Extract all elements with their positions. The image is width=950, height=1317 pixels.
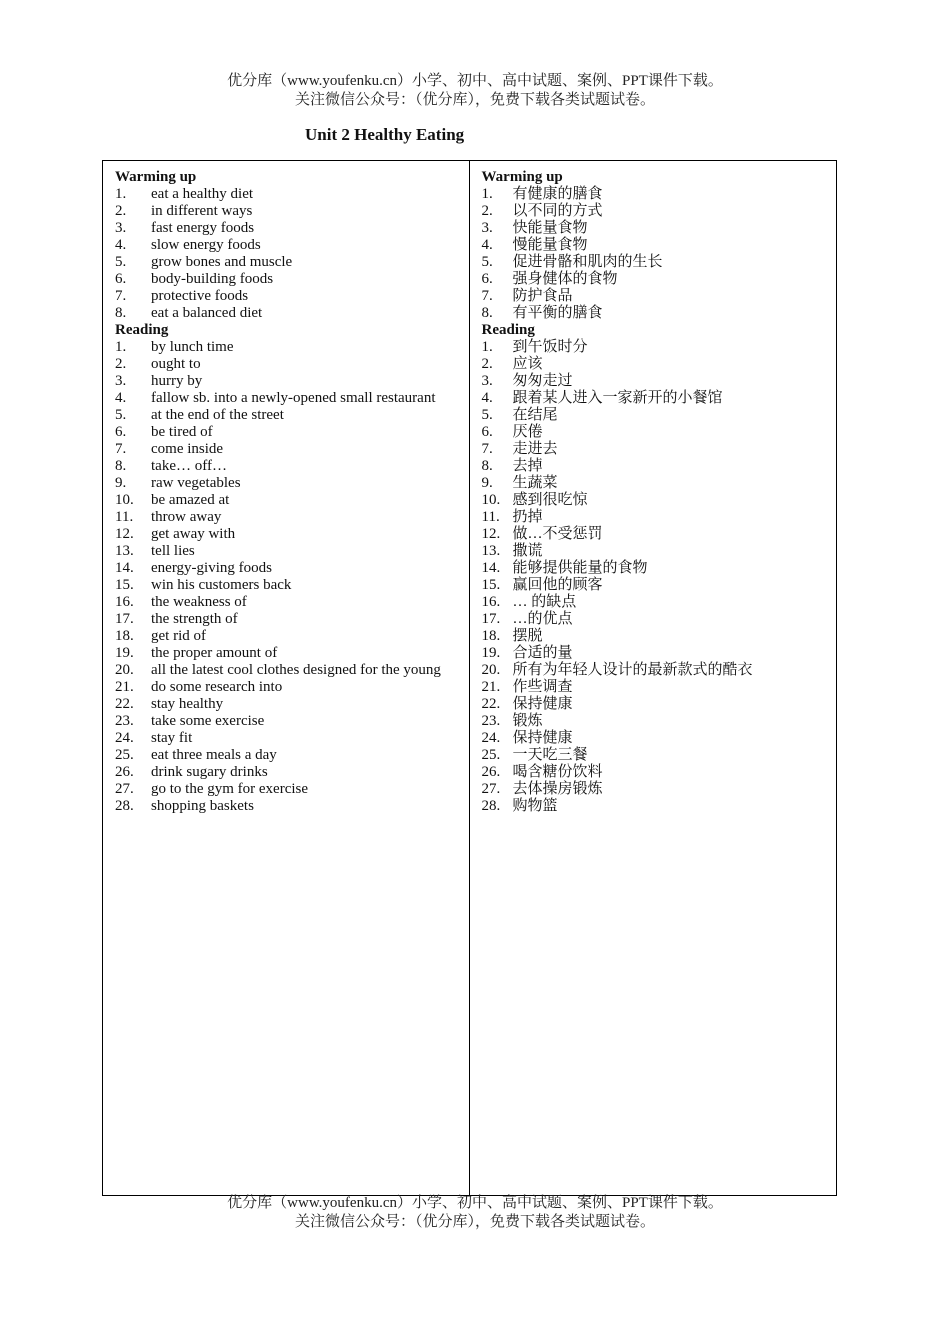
english-reading-list bbox=[115, 339, 457, 815]
item-text: 一天吃三餐 bbox=[512, 747, 588, 763]
section-heading: Warming up bbox=[115, 169, 197, 185]
item-number: 25. bbox=[481, 747, 501, 763]
item-text: 作些调查 bbox=[512, 679, 573, 695]
item-number: 20. bbox=[115, 662, 134, 678]
item-text: 合适的量 bbox=[512, 645, 573, 661]
item-number: 8. bbox=[481, 458, 493, 474]
item-number: 23. bbox=[481, 713, 501, 729]
item-number: 8. bbox=[481, 305, 493, 321]
list-item bbox=[115, 254, 457, 271]
list-item bbox=[482, 713, 825, 730]
list-item bbox=[115, 679, 457, 696]
header-line-1: 优分库（www.youfenku.cn）小学、初中、高中试题、案例、PPT课件下载。 bbox=[227, 73, 723, 89]
list-item bbox=[115, 373, 457, 390]
item-number: 4. bbox=[481, 390, 493, 406]
english-column bbox=[103, 161, 470, 1195]
item-text: take some exercise bbox=[151, 713, 265, 729]
item-text: eat a healthy diet bbox=[151, 186, 254, 202]
list-item bbox=[115, 798, 457, 815]
list-item bbox=[115, 526, 457, 543]
item-text: 锻炼 bbox=[512, 713, 543, 729]
item-text: 促进骨骼和肌肉的生长 bbox=[512, 254, 663, 270]
list-item bbox=[482, 407, 825, 424]
item-number: 12. bbox=[481, 526, 501, 542]
list-item bbox=[482, 577, 825, 594]
list-item bbox=[482, 730, 825, 747]
list-item bbox=[482, 492, 825, 509]
list-item bbox=[482, 356, 825, 373]
list-item bbox=[115, 390, 457, 407]
list-item bbox=[115, 509, 457, 526]
list-item bbox=[115, 764, 457, 781]
list-item bbox=[482, 645, 825, 662]
list-item bbox=[482, 781, 825, 798]
item-text: ought to bbox=[151, 356, 201, 372]
item-text: 扔掉 bbox=[512, 509, 543, 525]
item-text: throw away bbox=[151, 509, 222, 525]
chinese-warming-list bbox=[482, 186, 825, 322]
list-item bbox=[115, 781, 457, 798]
item-number: 2. bbox=[115, 203, 127, 219]
item-number: 25. bbox=[115, 747, 134, 763]
list-item bbox=[482, 220, 825, 237]
item-number: 18. bbox=[115, 628, 134, 644]
item-text: 有平衡的膳食 bbox=[512, 305, 603, 321]
list-item bbox=[482, 594, 825, 611]
chinese-reading-list bbox=[482, 339, 825, 815]
list-item bbox=[115, 662, 457, 679]
item-text: 匆匆走过 bbox=[512, 373, 573, 389]
item-number: 3. bbox=[115, 220, 127, 236]
section-heading: Warming up bbox=[481, 169, 563, 185]
list-item bbox=[115, 305, 457, 322]
item-text: fallow sb. into a newly-opened small restaurant bbox=[151, 390, 436, 406]
item-text: body-building foods bbox=[151, 271, 274, 287]
item-number: 7. bbox=[115, 441, 127, 457]
list-item bbox=[115, 441, 457, 458]
page-header bbox=[0, 72, 950, 110]
list-item bbox=[115, 356, 457, 373]
item-number: 21. bbox=[115, 679, 134, 695]
item-text: slow energy foods bbox=[151, 237, 261, 253]
item-number: 6. bbox=[115, 424, 127, 440]
item-text: …的优点 bbox=[512, 611, 573, 627]
list-item bbox=[482, 186, 825, 203]
item-number: 5. bbox=[115, 407, 127, 423]
item-number: 10. bbox=[481, 492, 501, 508]
item-text: 快能量食物 bbox=[512, 220, 588, 236]
list-item bbox=[115, 577, 457, 594]
item-text: tell lies bbox=[151, 543, 195, 559]
list-item bbox=[115, 288, 457, 305]
list-item bbox=[115, 220, 457, 237]
chinese-column bbox=[470, 161, 837, 1195]
item-number: 3. bbox=[481, 373, 493, 389]
item-number: 2. bbox=[115, 356, 127, 372]
item-text: 有健康的膳食 bbox=[512, 186, 603, 202]
item-text: 走进去 bbox=[512, 441, 558, 457]
list-item bbox=[115, 713, 457, 730]
item-number: 27. bbox=[115, 781, 134, 797]
item-text: 厌倦 bbox=[512, 424, 543, 440]
list-item bbox=[482, 543, 825, 560]
item-text: get away with bbox=[151, 526, 236, 542]
list-item bbox=[482, 254, 825, 271]
item-number: 9. bbox=[481, 475, 493, 491]
item-number: 15. bbox=[481, 577, 501, 593]
list-item bbox=[115, 696, 457, 713]
item-text: shopping baskets bbox=[151, 798, 254, 814]
item-text: the proper amount of bbox=[151, 645, 278, 661]
list-item bbox=[115, 628, 457, 645]
item-text: take… off… bbox=[151, 458, 227, 474]
section-heading: Reading bbox=[481, 322, 535, 338]
item-number: 10. bbox=[115, 492, 134, 508]
list-item bbox=[482, 679, 825, 696]
list-item bbox=[115, 492, 457, 509]
list-item bbox=[482, 475, 825, 492]
item-number: 1. bbox=[115, 186, 127, 202]
list-item bbox=[482, 798, 825, 815]
item-text: hurry by bbox=[151, 373, 203, 389]
item-text: 到午饭时分 bbox=[512, 339, 588, 355]
item-text: 跟着某人进入一家新开的小餐馆 bbox=[512, 390, 723, 406]
item-number: 27. bbox=[481, 781, 501, 797]
item-number: 3. bbox=[115, 373, 127, 389]
page-title: Unit 2 Healthy Eating bbox=[305, 125, 465, 144]
item-number: 2. bbox=[481, 203, 493, 219]
item-number: 16. bbox=[115, 594, 134, 610]
list-item bbox=[115, 560, 457, 577]
item-number: 18. bbox=[481, 628, 501, 644]
item-number: 2. bbox=[481, 356, 493, 372]
item-number: 1. bbox=[481, 339, 493, 355]
item-text: protective foods bbox=[151, 288, 249, 304]
item-number: 21. bbox=[481, 679, 501, 695]
item-text: 喝含糖份饮料 bbox=[512, 764, 603, 780]
list-item bbox=[115, 339, 457, 356]
item-text: 赢回他的顾客 bbox=[512, 577, 603, 593]
list-item bbox=[482, 288, 825, 305]
item-text: 慢能量食物 bbox=[512, 237, 588, 253]
list-item bbox=[482, 305, 825, 322]
item-text: 防护食品 bbox=[512, 288, 573, 304]
item-text: 能够提供能量的食物 bbox=[512, 560, 648, 576]
item-number: 24. bbox=[481, 730, 501, 746]
list-item bbox=[482, 560, 825, 577]
list-item bbox=[482, 458, 825, 475]
item-text: 撒谎 bbox=[512, 543, 543, 559]
item-number: 16. bbox=[481, 594, 501, 610]
item-text: … 的缺点 bbox=[512, 594, 577, 610]
item-text: win his customers back bbox=[151, 577, 292, 593]
item-text: be amazed at bbox=[151, 492, 230, 508]
item-number: 24. bbox=[115, 730, 134, 746]
item-number: 13. bbox=[115, 543, 134, 559]
item-text: 以不同的方式 bbox=[512, 203, 603, 219]
list-item bbox=[115, 543, 457, 560]
list-item bbox=[115, 730, 457, 747]
list-item bbox=[482, 237, 825, 254]
list-item bbox=[115, 458, 457, 475]
list-item bbox=[115, 407, 457, 424]
item-number: 19. bbox=[115, 645, 134, 661]
list-item bbox=[482, 764, 825, 781]
item-number: 23. bbox=[115, 713, 134, 729]
item-number: 1. bbox=[115, 339, 127, 355]
list-item bbox=[115, 271, 457, 288]
item-text: 应该 bbox=[512, 356, 543, 372]
footer-line-1: 优分库（www.youfenku.cn）小学、初中、高中试题、案例、PPT课件下载。 bbox=[227, 1195, 723, 1211]
page-footer bbox=[0, 1194, 950, 1232]
list-item bbox=[482, 696, 825, 713]
item-text: 在结尾 bbox=[512, 407, 558, 423]
list-item bbox=[482, 628, 825, 645]
item-number: 7. bbox=[115, 288, 127, 304]
item-text: the weakness of bbox=[151, 594, 247, 610]
item-text: energy-giving foods bbox=[151, 560, 272, 576]
item-number: 28. bbox=[481, 798, 501, 814]
item-number: 3. bbox=[481, 220, 493, 236]
header-line-2: 关注微信公众号：（优分库），免费下载各类试题试卷。 bbox=[294, 92, 655, 108]
item-number: 4. bbox=[481, 237, 493, 253]
list-item bbox=[115, 611, 457, 628]
item-number: 11. bbox=[481, 509, 500, 525]
item-number: 13. bbox=[481, 543, 501, 559]
list-item bbox=[482, 373, 825, 390]
item-text: eat three meals a day bbox=[151, 747, 277, 763]
list-item bbox=[482, 390, 825, 407]
list-item bbox=[482, 526, 825, 543]
item-text: come inside bbox=[151, 441, 224, 457]
item-number: 17. bbox=[115, 611, 134, 627]
item-number: 20. bbox=[481, 662, 501, 678]
item-number: 6. bbox=[115, 271, 127, 287]
item-number: 1. bbox=[481, 186, 493, 202]
item-text: 摆脱 bbox=[512, 628, 543, 644]
item-number: 14. bbox=[481, 560, 501, 576]
list-item bbox=[115, 203, 457, 220]
item-text: 保持健康 bbox=[512, 730, 573, 746]
list-item bbox=[482, 747, 825, 764]
item-text: be tired of bbox=[151, 424, 213, 440]
item-text: drink sugary drinks bbox=[151, 764, 268, 780]
item-number: 6. bbox=[481, 271, 493, 287]
list-item bbox=[482, 271, 825, 288]
list-item bbox=[115, 594, 457, 611]
item-number: 5. bbox=[481, 407, 493, 423]
item-number: 22. bbox=[115, 696, 134, 712]
list-item bbox=[115, 645, 457, 662]
item-number: 4. bbox=[115, 237, 127, 253]
item-text: the strength of bbox=[151, 611, 238, 627]
list-item bbox=[482, 339, 825, 356]
item-text: 去体操房锻炼 bbox=[512, 781, 603, 797]
footer-line-2: 关注微信公众号：（优分库），免费下载各类试题试卷。 bbox=[294, 1214, 655, 1230]
english-warming-list bbox=[115, 186, 457, 322]
item-text: fast energy foods bbox=[151, 220, 255, 236]
item-number: 4. bbox=[115, 390, 127, 406]
list-item bbox=[115, 424, 457, 441]
item-text: 生蔬菜 bbox=[512, 475, 558, 491]
list-item bbox=[482, 424, 825, 441]
item-number: 6. bbox=[481, 424, 493, 440]
item-number: 5. bbox=[481, 254, 493, 270]
item-text: all the latest cool clothes designed for the young bbox=[151, 662, 441, 678]
item-number: 7. bbox=[481, 441, 493, 457]
item-text: 做…不受惩罚 bbox=[512, 526, 603, 542]
item-text: go to the gym for exercise bbox=[151, 781, 309, 797]
item-text: raw vegetables bbox=[151, 475, 241, 491]
item-number: 9. bbox=[115, 475, 127, 491]
item-text: grow bones and muscle bbox=[151, 254, 293, 270]
item-number: 22. bbox=[481, 696, 501, 712]
list-item bbox=[482, 509, 825, 526]
item-text: 保持健康 bbox=[512, 696, 573, 712]
list-item bbox=[482, 611, 825, 628]
item-number: 7. bbox=[481, 288, 493, 304]
item-number: 28. bbox=[115, 798, 134, 814]
item-text: 所有为年轻人设计的最新款式的酷衣 bbox=[512, 662, 753, 678]
item-text: do some research into bbox=[151, 679, 283, 695]
item-text: at the end of the street bbox=[151, 407, 284, 423]
item-number: 26. bbox=[115, 764, 134, 780]
list-item bbox=[115, 747, 457, 764]
item-number: 15. bbox=[115, 577, 134, 593]
item-number: 5. bbox=[115, 254, 127, 270]
item-text: stay healthy bbox=[151, 696, 224, 712]
list-item bbox=[482, 441, 825, 458]
item-text: 强身健体的食物 bbox=[512, 271, 618, 287]
item-text: in different ways bbox=[151, 203, 253, 219]
vocabulary-table bbox=[102, 160, 837, 1196]
item-text: 感到很吃惊 bbox=[512, 492, 588, 508]
list-item bbox=[115, 186, 457, 203]
item-number: 14. bbox=[115, 560, 134, 576]
list-item bbox=[115, 237, 457, 254]
item-text: get rid of bbox=[151, 628, 206, 644]
list-item bbox=[482, 662, 825, 679]
item-text: stay fit bbox=[151, 730, 193, 746]
item-number: 8. bbox=[115, 305, 127, 321]
item-text: 购物篮 bbox=[512, 798, 558, 814]
item-text: 去掉 bbox=[512, 458, 543, 474]
section-heading: Reading bbox=[115, 322, 169, 338]
item-number: 26. bbox=[481, 764, 501, 780]
list-item bbox=[482, 203, 825, 220]
item-number: 17. bbox=[481, 611, 501, 627]
list-item bbox=[115, 475, 457, 492]
item-number: 11. bbox=[115, 509, 134, 525]
item-number: 19. bbox=[481, 645, 501, 661]
item-text: by lunch time bbox=[151, 339, 234, 355]
item-number: 12. bbox=[115, 526, 134, 542]
item-number: 8. bbox=[115, 458, 127, 474]
item-text: eat a balanced diet bbox=[151, 305, 263, 321]
